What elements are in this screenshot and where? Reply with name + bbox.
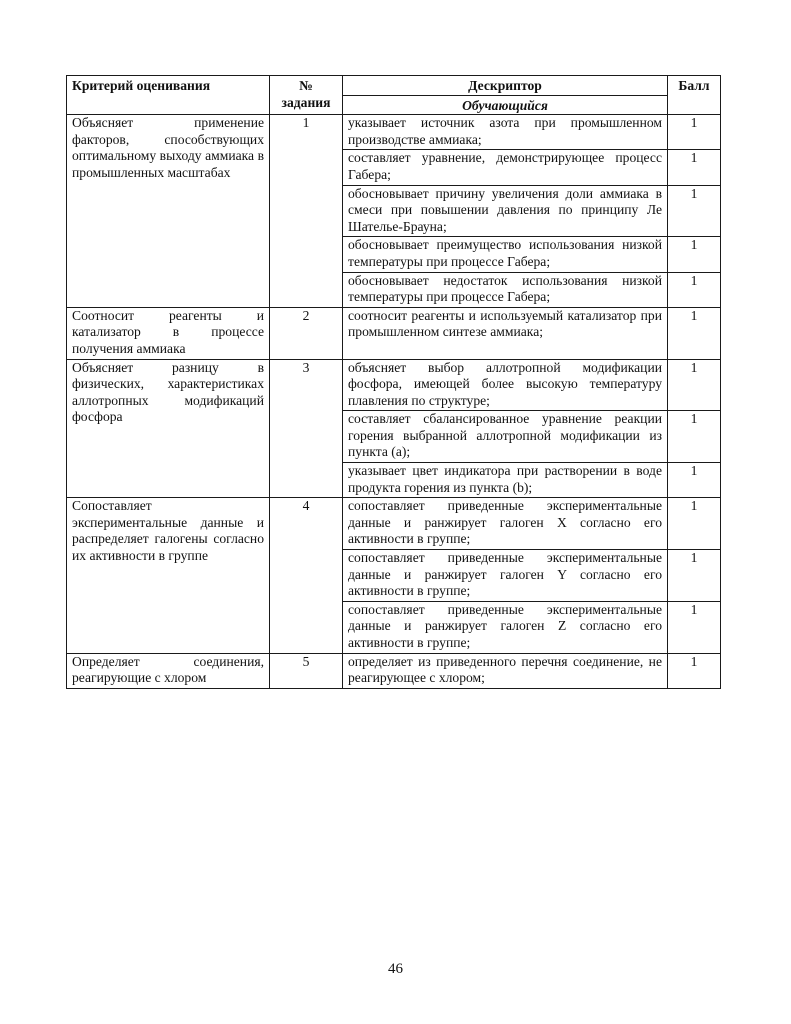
task-number-cell: 3 (270, 359, 343, 498)
score-cell: 1 (668, 653, 721, 688)
score-header: Балл (668, 76, 721, 115)
task-number-cell: 2 (270, 307, 343, 359)
score-cell: 1 (668, 185, 721, 237)
descriptor-cell: обосновывает преимущество использования низкой температуры при процессе Габера; (343, 237, 668, 272)
table-body (67, 115, 721, 689)
score-cell: 1 (668, 601, 721, 653)
descriptor-cell: сопоставляет приведенные экспериментальные данные и ранжирует галоген Y согласно его активности в группе; (343, 550, 668, 602)
score-cell: 1 (668, 550, 721, 602)
descriptor-subheader: Обучающийся (343, 95, 668, 115)
descriptor-cell: объясняет выбор аллотропной модификации фосфора, имеющей более высокую температуру плавления по структуре; (343, 359, 668, 411)
task-number-header-line1: № (299, 78, 313, 93)
task-number-cell: 1 (270, 115, 343, 308)
table-row (67, 307, 721, 359)
criterion-header: Критерий оценивания (67, 76, 270, 115)
criterion-cell: Объясняет разницу в физических, характеристиках аллотропных модификаций фосфора (67, 359, 270, 498)
task-number-cell: 5 (270, 653, 343, 688)
task-number-header-line2: задания (281, 94, 331, 110)
score-cell: 1 (668, 411, 721, 463)
score-cell: 1 (668, 463, 721, 498)
descriptor-cell: составляет сбалансированное уравнение реакции горения выбранной аллотропной модификации из пункта (а); (343, 411, 668, 463)
score-cell: 1 (668, 498, 721, 550)
descriptor-cell: сопоставляет приведенные экспериментальные данные и ранжирует галоген X согласно его активности в группе; (343, 498, 668, 550)
criterion-cell: Сопоставляет экспериментальные данные и распределяет галогены согласно их активности в группе (67, 498, 270, 653)
score-cell: 1 (668, 115, 721, 150)
score-cell: 1 (668, 359, 721, 411)
score-cell: 1 (668, 150, 721, 185)
descriptor-cell: определяет из приведенного перечня соединение, не реагирующее с хлором; (343, 653, 668, 688)
score-cell: 1 (668, 237, 721, 272)
criterion-cell: Определяет соединения, реагирующие с хлором (67, 653, 270, 688)
descriptor-cell: сопоставляет приведенные экспериментальные данные и ранжирует галоген Z согласно его активности в группе; (343, 601, 668, 653)
criterion-cell: Объясняет применение факторов, способствующих оптимальному выходу аммиака в промышленных масштабах (67, 115, 270, 308)
page-number: 46 (388, 961, 403, 977)
table-row (67, 359, 721, 411)
table-row (67, 115, 721, 150)
descriptor-cell: указывает источник азота при промышленном производстве аммиака; (343, 115, 668, 150)
score-cell: 1 (668, 272, 721, 307)
score-cell: 1 (668, 307, 721, 359)
criterion-cell: Соотносит реагенты и катализатор в процессе получения аммиака (67, 307, 270, 359)
task-number-cell: 4 (270, 498, 343, 653)
task-number-header (270, 76, 343, 115)
descriptor-cell: соотносит реагенты и используемый катализатор при промышленном синтезе аммиака; (343, 307, 668, 359)
table-row (67, 498, 721, 550)
assessment-table (66, 75, 721, 689)
table-row (67, 653, 721, 688)
descriptor-cell: обосновывает недостаток использования низкой температуры при процессе Габера; (343, 272, 668, 307)
descriptor-cell: обосновывает причину увеличения доли аммиака в смеси при повышении давления по принципу Ле Шателье-Брауна; (343, 185, 668, 237)
table-header (67, 76, 721, 115)
descriptor-cell: составляет уравнение, демонстрирующее процесс Габера; (343, 150, 668, 185)
descriptor-cell: указывает цвет индикатора при растворении в воде продукта горения из пункта (b); (343, 463, 668, 498)
descriptor-header: Дескриптор (343, 76, 668, 96)
